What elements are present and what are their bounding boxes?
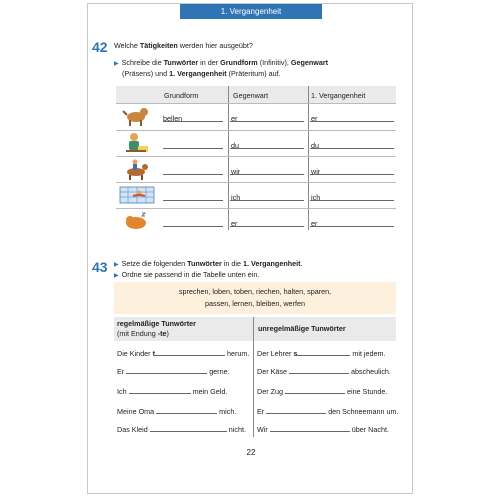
table-row-separator xyxy=(116,130,396,131)
exercise-43-instruction-line1: ▶ Setze die folgenden Tunwörter in die 1. Vergangenheit. xyxy=(114,259,303,268)
table-row-separator xyxy=(116,103,396,104)
barking-dog-icon xyxy=(122,103,150,127)
child-drawing-icon xyxy=(122,130,150,154)
column-header-vergangenheit: 1. Vergangenheit xyxy=(311,91,366,100)
word-bank-line2: passen, lernen, bleiben, werfen xyxy=(205,299,305,308)
gegenwart-pronoun: er xyxy=(231,219,238,228)
swimmer-icon xyxy=(119,183,155,207)
table-row-separator xyxy=(116,208,396,209)
vergangenheit-pronoun: wir xyxy=(311,167,321,176)
answer-blank[interactable] xyxy=(297,347,350,356)
sentence-irregular: Er den Schneemann um. xyxy=(257,407,399,416)
answer-line[interactable] xyxy=(310,121,394,122)
answer-blank[interactable] xyxy=(285,385,345,394)
answer-blank[interactable] xyxy=(150,423,227,432)
answer-blank[interactable] xyxy=(155,347,225,356)
answer-blank[interactable] xyxy=(289,365,349,374)
bullet-icon: ▶ xyxy=(114,61,119,67)
sentence-regular: Die Kinder t herum. xyxy=(117,349,250,358)
answer-line[interactable] xyxy=(310,200,394,201)
answer-line[interactable] xyxy=(163,226,223,227)
word-bank xyxy=(114,282,396,314)
answer-line[interactable] xyxy=(310,148,394,149)
answer-line[interactable] xyxy=(163,200,223,201)
answer-line[interactable] xyxy=(163,174,223,175)
answer-blank[interactable] xyxy=(266,405,326,414)
answer-blank[interactable] xyxy=(126,365,207,374)
sleeping-dog-icon xyxy=(122,208,150,232)
column-header-grundform: Grundform xyxy=(164,91,199,100)
sentence-regular: Er gerne. xyxy=(117,367,230,376)
sentence-irregular: Der Käse abscheulich. xyxy=(257,367,391,376)
sentence-irregular: Der Zug eine Stunde. xyxy=(257,387,388,396)
table-divider xyxy=(253,317,254,437)
sentence-irregular: Wir über Nacht. xyxy=(257,425,389,434)
gegenwart-pronoun: wir xyxy=(231,167,241,176)
answer-line[interactable] xyxy=(310,174,394,175)
vergangenheit-pronoun: er xyxy=(311,219,318,228)
answer-line[interactable] xyxy=(230,148,304,149)
bullet-icon: ▶ xyxy=(114,273,119,279)
gegenwart-pronoun: du xyxy=(231,141,239,150)
sentence-regular: Das Kleid nicht. xyxy=(117,425,246,434)
column-header-irregular: unregelmäßige Tunwörter xyxy=(258,324,346,333)
gegenwart-pronoun: ich xyxy=(231,193,241,202)
answer-blank[interactable] xyxy=(270,423,350,432)
sentence-regular: Ich mein Geld. xyxy=(117,387,228,396)
exercise-42-instruction-line1: ▶ Schreibe die Tunwörter in der Grundform (Infinitiv), Gegenwart xyxy=(114,58,329,67)
answer-blank[interactable] xyxy=(129,385,191,394)
page-number: 22 xyxy=(246,448,256,457)
answer-line[interactable] xyxy=(230,174,304,175)
exercise-43-instruction-line2: ▶ Ordne sie passend in die Tabelle unten ein. xyxy=(114,270,260,279)
vergangenheit-pronoun: du xyxy=(311,141,319,150)
answer-line[interactable] xyxy=(230,226,304,227)
answer-line[interactable] xyxy=(230,200,304,201)
gegenwart-pronoun: er xyxy=(231,114,238,123)
vergangenheit-pronoun: ich xyxy=(311,193,321,202)
section-header: 1. Vergangenheit xyxy=(180,4,322,19)
sentence-irregular: Der Lehrer s mit jedem. xyxy=(257,349,386,358)
word-bank-line1: sprechen, loben, toben, riechen, halten, sparen, xyxy=(178,287,332,296)
answer-line[interactable] xyxy=(163,148,223,149)
table-row-separator xyxy=(116,182,396,183)
vergangenheit-pronoun: er xyxy=(311,114,318,123)
exercise-42-instruction-line2: (Präsens) und 1. Vergangenheit (Präteritum) auf. xyxy=(122,69,281,78)
column-header-regular: regelmäßige Tunwörter xyxy=(117,319,196,328)
workbook-page xyxy=(87,3,413,494)
exercise-42-question: Welche Tätigkeiten werden hier ausgeübt? xyxy=(114,41,253,50)
column-header-regular-note: (mit Endung -te) xyxy=(117,329,169,338)
table-row-separator xyxy=(116,156,396,157)
grundform-text: bellen xyxy=(163,114,183,123)
horse-rider-icon xyxy=(122,157,150,181)
answer-blank[interactable] xyxy=(156,405,217,414)
sentence-regular: Meine Oma mich. xyxy=(117,407,237,416)
exercise-number-42: 42 xyxy=(92,39,108,55)
answer-line[interactable] xyxy=(310,226,394,227)
bullet-icon: ▶ xyxy=(114,262,119,268)
column-header-gegenwart: Gegenwart xyxy=(233,91,269,100)
answer-line[interactable] xyxy=(230,121,304,122)
exercise-number-43: 43 xyxy=(92,259,108,275)
